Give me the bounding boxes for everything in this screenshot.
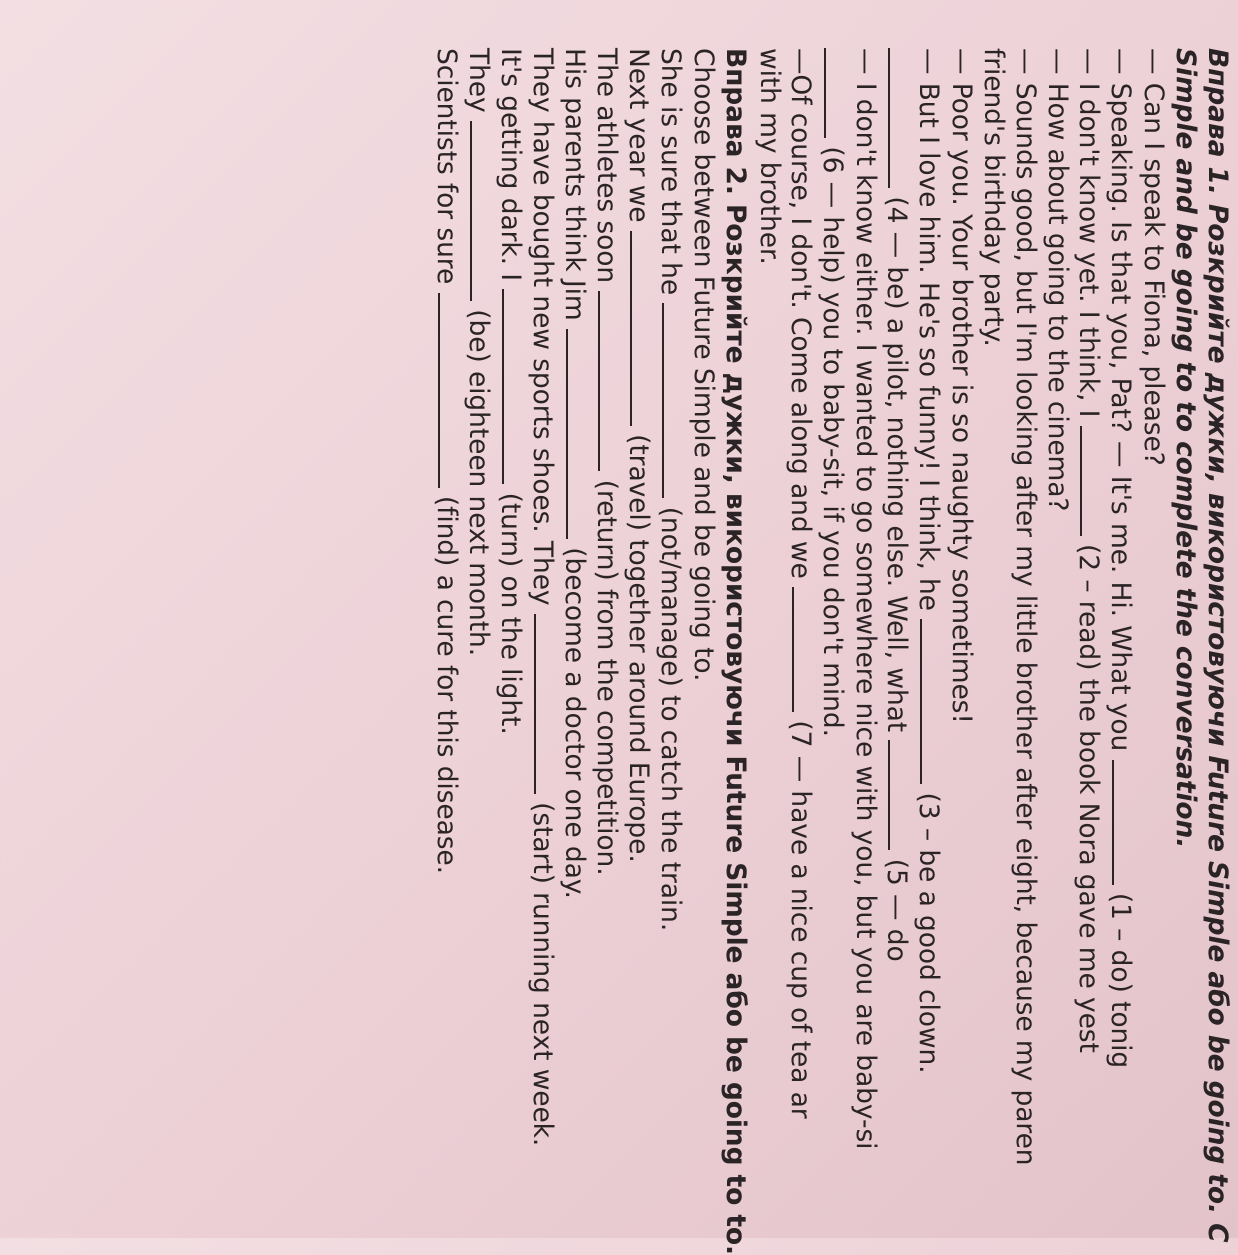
sentence: They have bought new sports shoes. They (start) running next week.	[527, 48, 558, 1147]
sentence: Next year we (travel) together around Europe.	[623, 48, 654, 863]
dialogue-line: — But I love him. He's so funny! I think, he (3 – be a good clown.	[913, 48, 944, 1074]
dialogue-line: friend's birthday party.	[978, 48, 1009, 347]
answer-blank[interactable]	[920, 619, 944, 784]
dialogue-line: —Of course, I don't. Come along and we (7 — have a nice cup of tea ar	[785, 48, 816, 1119]
answer-blank[interactable]	[888, 48, 912, 188]
dialogue-line: with my brother.	[754, 48, 785, 265]
exercise2-instruction: Choose between Future Simple and be going to.	[688, 48, 719, 682]
dialogue-line: — I don't know either. I wanted to go somewhere nice with you, but you are baby-si	[850, 48, 881, 1150]
sentence: Scientists for sure (find) a cure for this disease.	[431, 48, 462, 874]
sentence: The athletes soon (return) from the competition.	[591, 48, 622, 876]
answer-blank[interactable]	[1080, 426, 1104, 536]
answer-blank[interactable]	[470, 121, 494, 301]
answer-blank[interactable]	[438, 293, 462, 488]
dialogue-line: — Poor you. Your brother is so naughty sometimes!	[946, 48, 977, 724]
dialogue-line: (6 — help) you to baby-sit, if you don't mind.	[817, 48, 848, 737]
dialogue-line: — Sounds good, but I'm looking after my little brother after eight, because my paren	[1010, 48, 1041, 1166]
answer-blank[interactable]	[566, 329, 590, 539]
dialogue-line: — How about going to the cinema?	[1042, 48, 1073, 512]
sentence: They (be) eighteen next month.	[463, 48, 494, 657]
worksheet	[152, 48, 1233, 1255]
answer-blank[interactable]	[534, 614, 558, 794]
dialogue-line: (4 — be) a pilot, nothing else. Well, what (5 — do	[881, 48, 912, 962]
dialogue-line: — Can I speak to Fiona, please?	[1138, 48, 1169, 466]
sentence: She is sure that he (not/manage) to catch the train.	[655, 48, 686, 932]
answer-blank[interactable]	[598, 291, 622, 471]
answer-blank[interactable]	[630, 231, 654, 426]
answer-blank[interactable]	[1112, 760, 1136, 885]
exercise2-title: Вправа 2. Розкрийте дужки, використовуючи Future Simple або be going to to.	[720, 48, 751, 1255]
answer-blank[interactable]	[502, 289, 526, 484]
answer-blank[interactable]	[888, 740, 912, 850]
answer-blank[interactable]	[824, 48, 848, 138]
answer-blank[interactable]	[792, 587, 816, 712]
sentence: His parents think Jim (become a doctor one day.	[559, 48, 590, 899]
exercise1-subtitle: Simple and be going to to complete the conversation.	[1170, 48, 1201, 849]
answer-blank[interactable]	[662, 303, 686, 498]
dialogue-line: — Speaking. Is that you, Pat? — It's me. Hi. What you (1 – do) tonig	[1105, 48, 1136, 1069]
sentence: It's getting dark. I (turn) on the light.	[495, 48, 526, 735]
dialogue-line: — I don't know yet. I think, I (2 – read) the book Nora gave me yest	[1073, 48, 1104, 1053]
exercise1-title: Вправа 1. Розкрийте дужки, використовуючи Future Simple або be going to. C	[1202, 48, 1233, 1243]
